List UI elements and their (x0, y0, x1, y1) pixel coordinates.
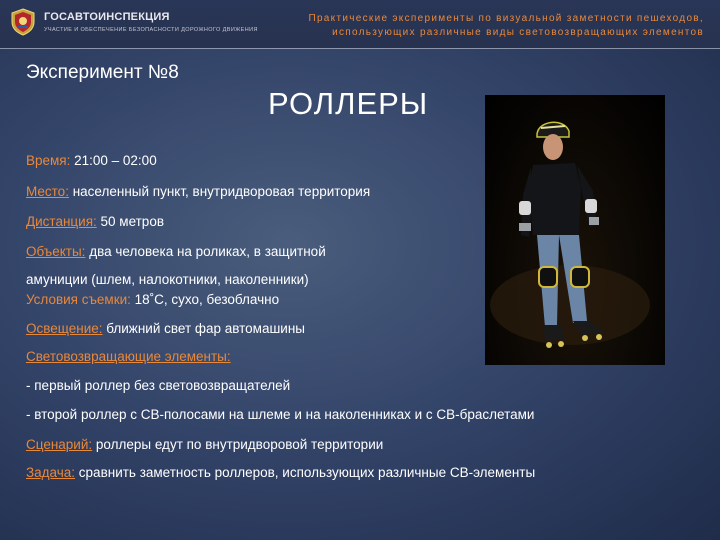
objects-row (26, 244, 326, 259)
place-value: населенный пункт, внутридворовая территория (68, 184, 371, 199)
place-label: Место: (26, 184, 69, 199)
lighting-label: Освещение: (26, 321, 103, 336)
task-row (26, 465, 535, 480)
lighting-value: ближний свет фар автомашины (102, 321, 305, 336)
time-label: Время: (26, 153, 71, 168)
lighting-row (26, 321, 305, 336)
roller-figure-illustration (485, 95, 665, 365)
header-caption-line-1: Практические эксперименты по визуальной заметности пешеходов, (308, 13, 704, 24)
distance-value: 50 метров (96, 214, 164, 229)
elements-label: Световозвращающие элементы: (26, 349, 231, 364)
elements-row (26, 349, 231, 364)
traffic-police-emblem-icon (10, 8, 36, 36)
element-2: - второй роллер с СВ-полосами на шлеме и на наколенниках и с СВ-браслетами (26, 407, 535, 422)
conditions-row (26, 292, 279, 307)
objects-label: Объекты: (26, 244, 86, 259)
place-row (26, 184, 370, 199)
objects-value: два человека на роликах, в защитной (85, 244, 326, 259)
conditions-label: Условия съемки: (26, 292, 131, 307)
objects-continuation: амуниции (шлем, налокотники, наколенники) (26, 272, 309, 287)
conditions-value: 18˚С, сухо, безоблачно (130, 292, 280, 307)
distance-row (26, 214, 164, 229)
logo-title: ГОСАВТОИНСПЕКЦИЯ (44, 11, 170, 23)
header-caption-line-2: использующих различные виды световозвращающих элементов (332, 27, 704, 38)
time-value: 21:00 – 02:00 (70, 153, 157, 168)
element-1: - первый роллер без световозвращателей (26, 378, 291, 393)
scenario-label: Сценарий: (26, 437, 93, 452)
header-caption (244, 12, 704, 40)
header-divider (0, 48, 720, 49)
logo-subtitle: УЧАСТИЕ И ОБЕСПЕЧЕНИЕ БЕЗОПАСНОСТИ ДОРОЖНОГО ДВИЖЕНИЯ (44, 27, 258, 33)
distance-label: Дистанция: (26, 214, 97, 229)
scenario-value: роллеры едут по внутридворовой территории (92, 437, 384, 452)
time-row (26, 153, 157, 168)
task-label: Задача: (26, 465, 76, 480)
topic-title: РОЛЛЕРЫ (268, 86, 429, 121)
gibdd-logo (10, 8, 258, 36)
experiment-title: Эксперимент №8 (26, 62, 179, 83)
scenario-row (26, 437, 383, 452)
night-roller-photo (485, 95, 665, 365)
task-value: сравнить заметность роллеров, использующих различные СВ-элементы (75, 465, 536, 480)
